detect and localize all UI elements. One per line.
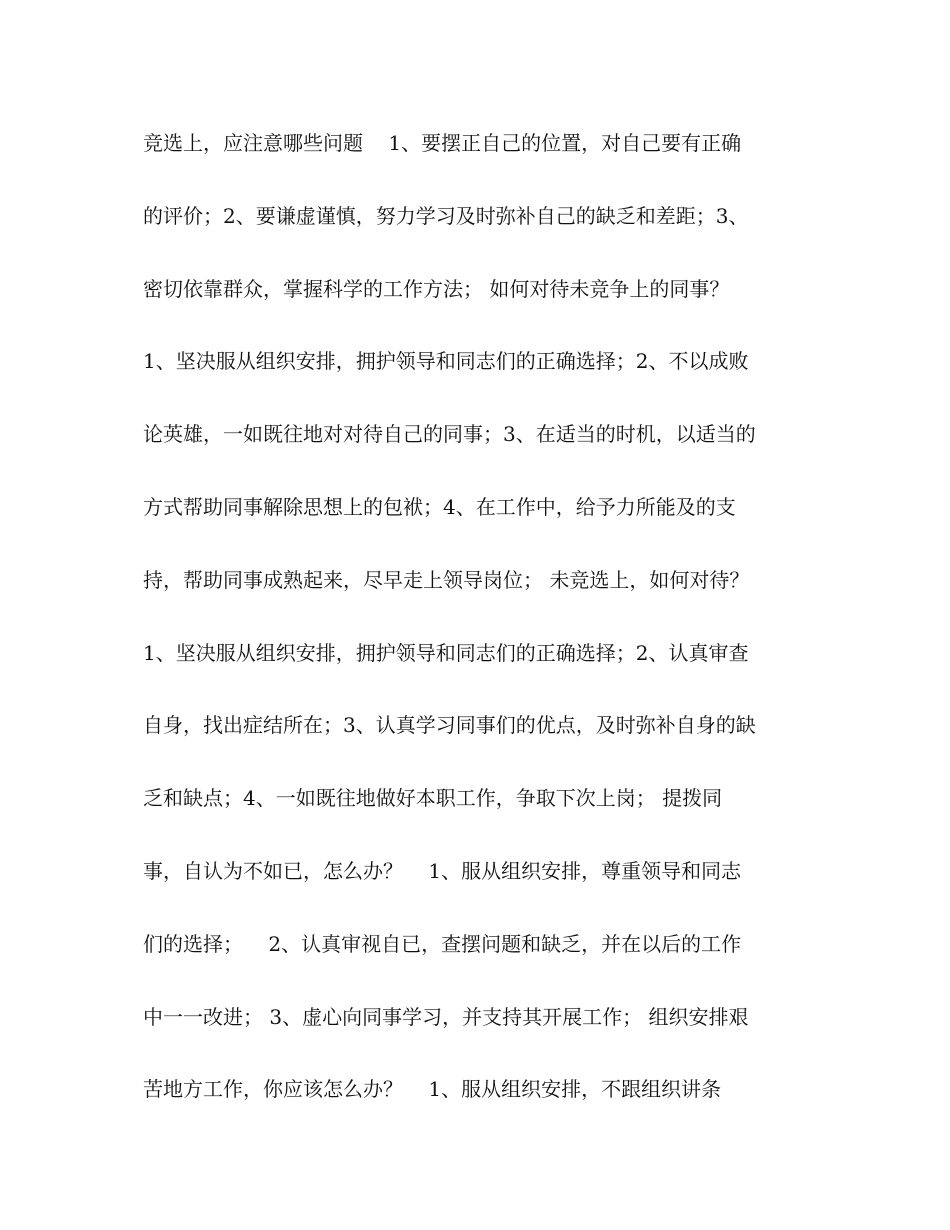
text-line: 论英雄，一如既往地对对待自己的同事；3、在适当的时机，以适当的 bbox=[143, 422, 756, 447]
text-line: 们的选择； 2、认真审视自已，查摆问题和缺乏，并在以后的工作 bbox=[143, 931, 742, 956]
text-line: 竞选上，应注意哪些问题 1、要摆正自己的位置，对自己要有正确 bbox=[143, 131, 742, 155]
text-line: 1、坚决服从组织安排，拥护领导和同志们的正确选择；2、认真审查 bbox=[143, 640, 749, 665]
text-line: 持，帮助同事成熟起来，尽早走上领导岗位； 未竞选上，如何对待？ bbox=[143, 567, 750, 592]
text-line: 苦地方工作，你应该怎么办？ 1、服从组织安排，不跟组织讲条 bbox=[143, 1077, 722, 1102]
text-line: 乏和缺点；4、一如既往地做好本职工作，争取下次上岗； 提拨同 bbox=[143, 786, 723, 811]
text-line: 中一一改进； 3、虚心向同事学习，并支持其开展工作； 组织安排艰 bbox=[143, 1004, 749, 1029]
text-line: 方式帮助同事解除思想上的包袱；4、在工作中，给予力所能及的支 bbox=[143, 494, 736, 519]
text-line: 自身，找出症结所在；3、认真学习同事们的优点，及时弥补自身的缺 bbox=[143, 713, 756, 738]
text-line: 密切依靠群众，掌握科学的工作方法； 如何对待未竞争上的同事？ bbox=[143, 276, 730, 301]
text-line: 事，自认为不如已，怎么办？ 1、服从组织安排，尊重领导和同志 bbox=[143, 858, 742, 883]
text-line: 的评价；2、要谦虚谨慎，努力学习及时弥补自己的缺乏和差距；3、 bbox=[143, 203, 749, 228]
body-text bbox=[143, 122, 823, 1141]
text-line: 1、坚决服从组织安排，拥护领导和同志们的正确选择；2、不以成败 bbox=[143, 349, 749, 374]
